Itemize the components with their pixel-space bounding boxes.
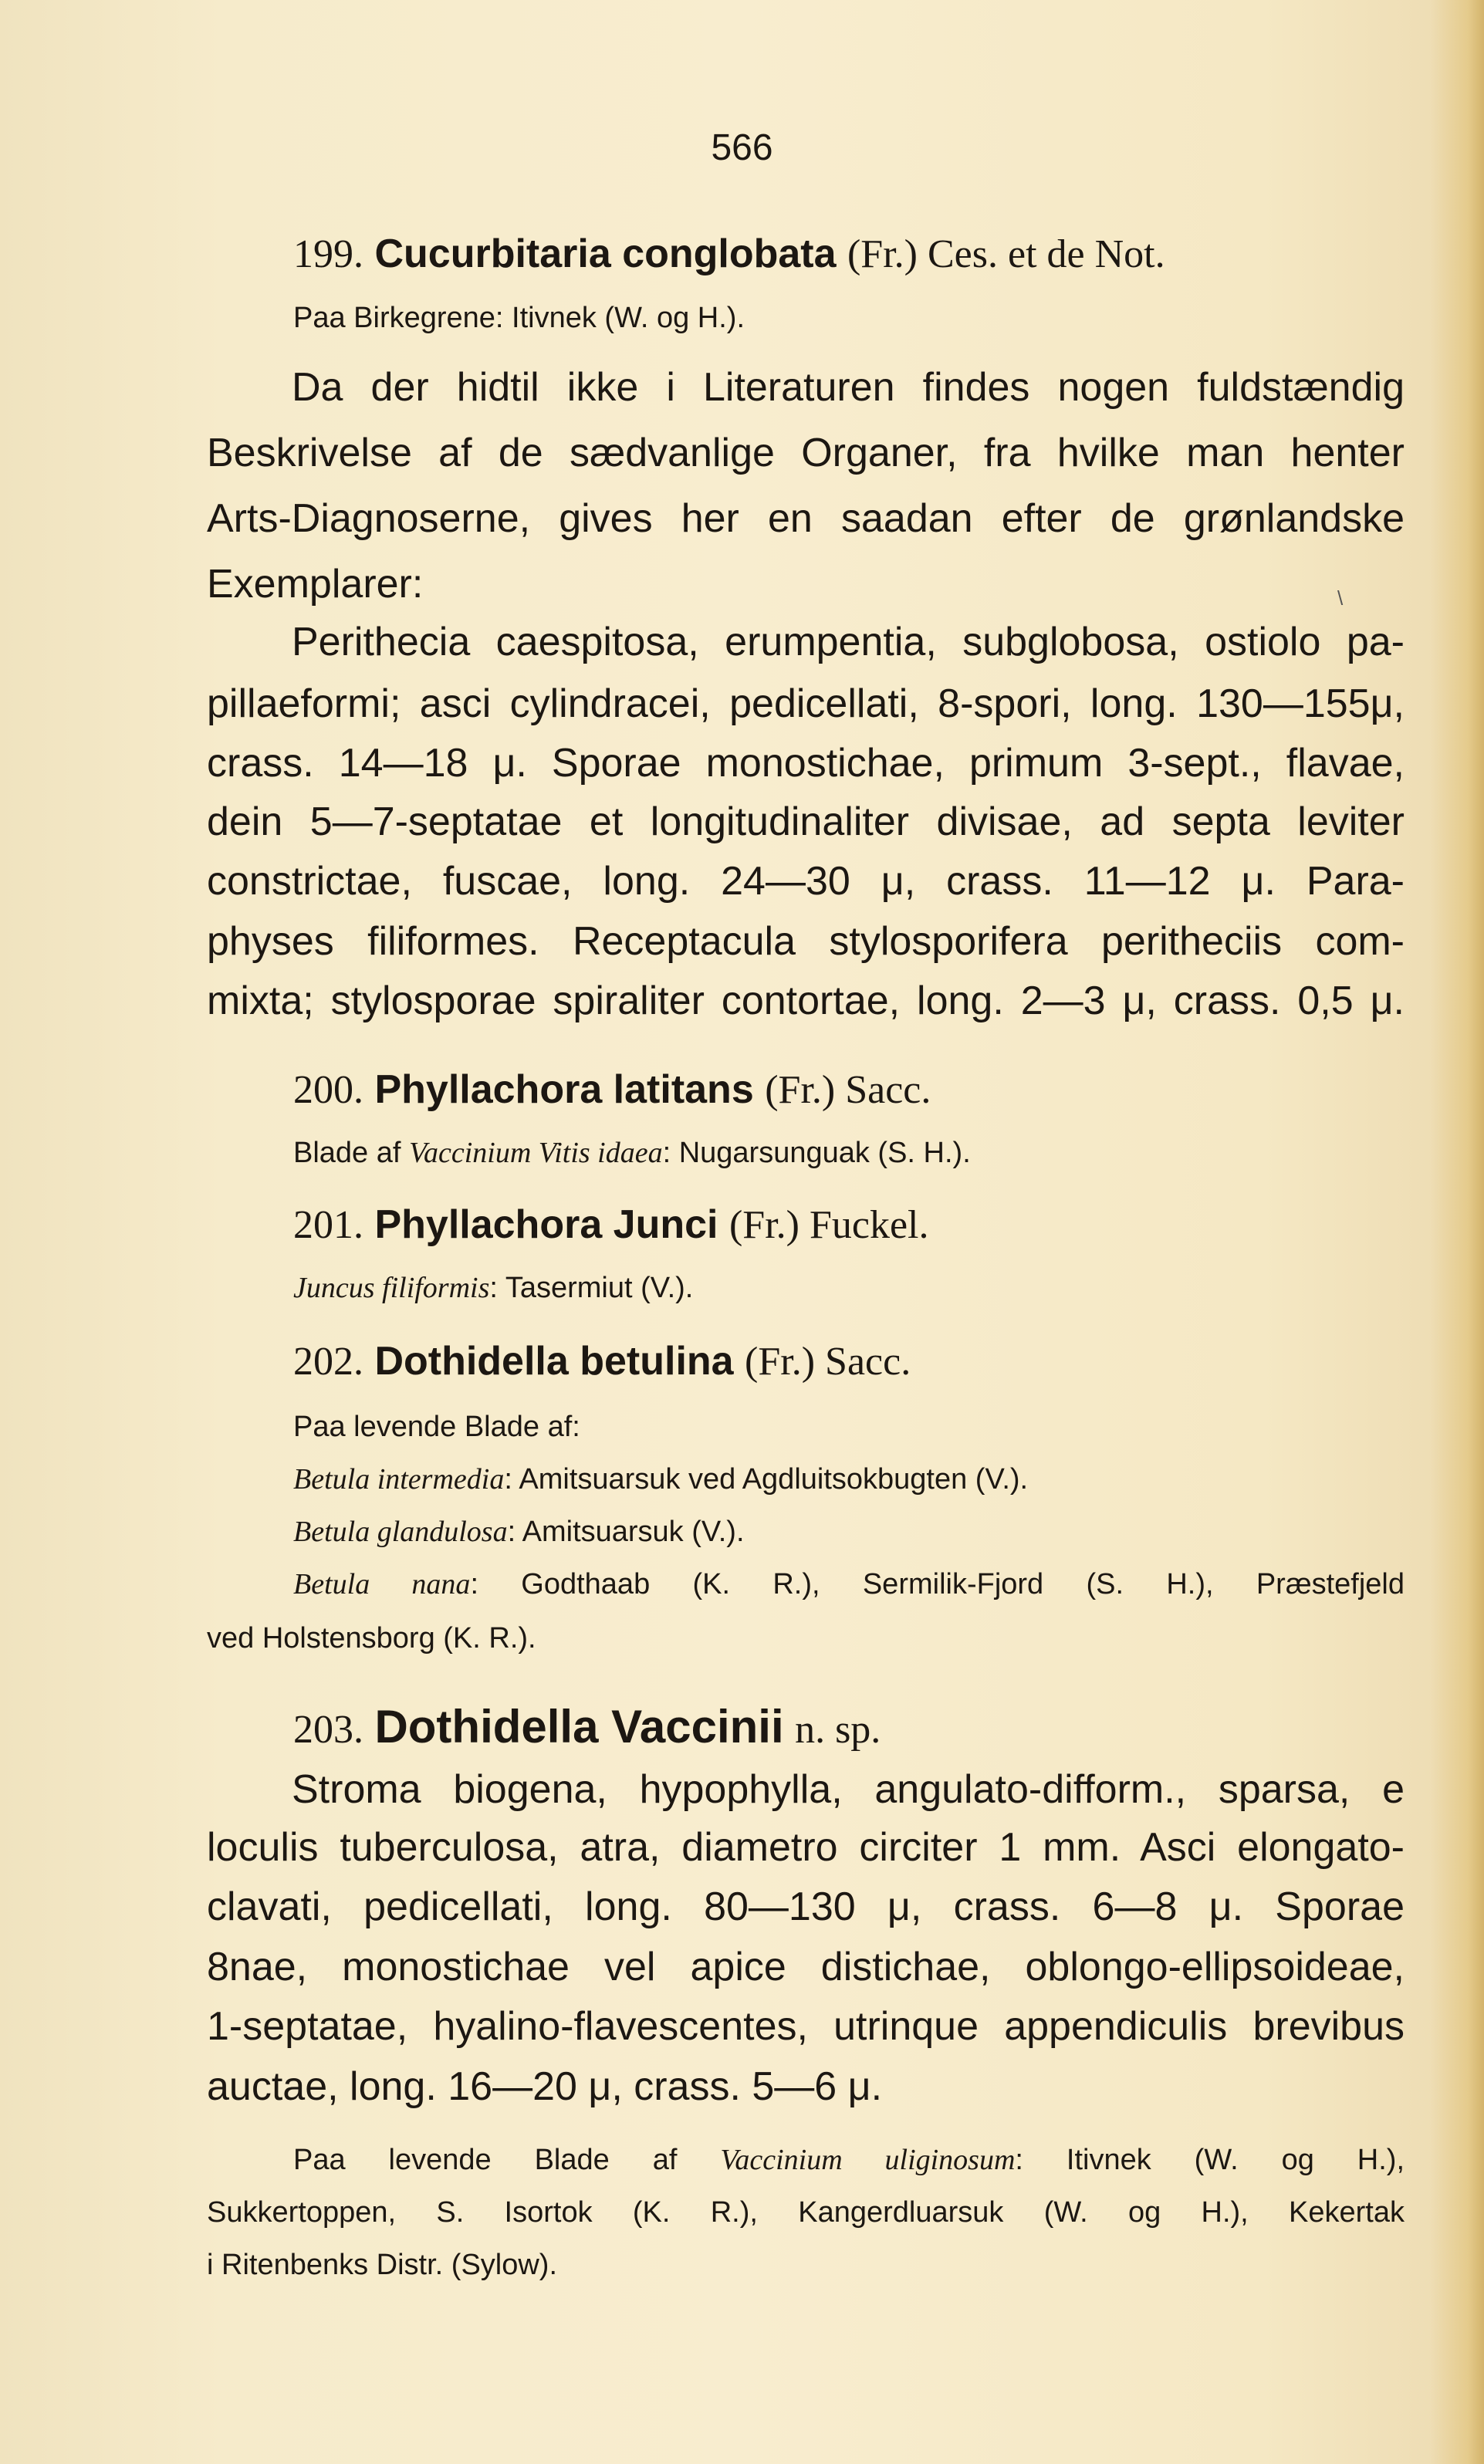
- host-name: Vaccinium Vitis idaea: [409, 1137, 663, 1169]
- locality-text: : Itivnek (W. og H.),: [1015, 2144, 1405, 2176]
- diagnosis-line: 1-septatae, hyalino-flavescentes, utrinque appendiculis brevibus: [207, 2004, 1405, 2049]
- locality-text: : Tasermiut (V.).: [489, 1272, 694, 1304]
- diagnosis-line: loculis tuberculosa, atra, diametro circiter 1 mm. Asci elongato-: [207, 1825, 1405, 1870]
- diagnosis-line: physes filiformes. Receptacula stylosporifera peritheciis com-: [207, 919, 1405, 964]
- species-authority: (Fr.) Fuckel.: [728, 1203, 929, 1247]
- entry-202-host-line: [293, 1465, 1028, 1494]
- locality-text: : Amitsuarsuk ved Agdluitsokbugten (V.).: [504, 1463, 1029, 1496]
- diagnosis-line: auctae, long. 16—20 μ, crass. 5—6 μ.: [207, 2064, 883, 2109]
- entry-201-heading: [293, 1202, 929, 1247]
- species-name: Phyllachora Junci: [374, 1202, 718, 1247]
- diagnosis-line: crass. 14—18 μ. Sporae monostichae, primum 3-sept., flavae,: [207, 741, 1405, 786]
- entry-number: 203.: [293, 1708, 363, 1752]
- host-name: Betula intermedia: [293, 1463, 505, 1496]
- entry-number: 202.: [293, 1340, 363, 1384]
- species-name: Dothidella betulina: [374, 1339, 734, 1384]
- host-prefix: Blade af: [293, 1137, 401, 1169]
- diagnosis-line: pillaeformi; asci cylindracei, pedicellati, 8-spori, long. 130—155μ,: [207, 681, 1405, 726]
- locality-text: : Amitsuarsuk (V.).: [507, 1516, 745, 1548]
- host-name: Betula nana: [293, 1568, 471, 1600]
- locality-text: : Godthaab (K. R.), Sermilik-Fjord (S. H.), Præstefjeld: [470, 1568, 1405, 1600]
- diagnosis-line: Perithecia caespitosa, erumpentia, subglobosa, ostiolo pa-: [292, 620, 1405, 664]
- entry-203-heading: [293, 1701, 881, 1753]
- species-authority: (Fr.) Sacc.: [745, 1340, 911, 1384]
- host-name: Juncus filiformis: [293, 1272, 490, 1304]
- species-name: Phyllachora latitans: [374, 1067, 754, 1112]
- diagnosis-line: clavati, pedicellati, long. 80—130 μ, crass. 6—8 μ. Sporae: [207, 1884, 1405, 1929]
- species-authority: (Fr.) Sacc.: [765, 1068, 931, 1112]
- paragraph-line: Exemplarer:: [207, 562, 424, 607]
- entry-number: 199.: [293, 232, 363, 276]
- entry-200-heading: [293, 1067, 931, 1112]
- entry-number: 200.: [293, 1068, 363, 1112]
- entry-203-collection-line: [293, 2145, 1405, 2175]
- diagnosis-line: 8nae, monostichae vel apice distichae, oblongo-ellipsoideae,: [207, 1945, 1405, 1989]
- entry-201-locality: [293, 1273, 693, 1303]
- entry-202-intro: Paa levende Blade af:: [293, 1411, 580, 1443]
- host-name: Betula glandulosa: [293, 1516, 508, 1548]
- entry-199-locality: Paa Birkegrene: Itivnek (W. og H.).: [293, 302, 745, 334]
- paragraph-line: Arts-Diagnoserne, gives her en saadan efter de grønlandske: [207, 496, 1405, 541]
- paragraph-line: Beskrivelse af de sædvanlige Organer, fra hvilke man henter: [207, 431, 1405, 475]
- diagnosis-line: dein 5—7-septatae et longitudinaliter divisae, ad septa leviter: [207, 799, 1405, 844]
- species-name: Cucurbitaria conglobata: [374, 232, 837, 276]
- entry-202-host-line: [293, 1570, 1405, 1599]
- entry-200-locality: [293, 1138, 971, 1168]
- entry-199-heading: [293, 234, 1165, 275]
- diagnosis-line: constrictae, fuscae, long. 24—30 μ, crass. 11—12 μ. Para-: [207, 859, 1405, 904]
- host-prefix: Paa levende Blade af: [293, 2144, 678, 2176]
- stray-mark: \: [1337, 586, 1344, 610]
- entry-202-heading: [293, 1341, 911, 1382]
- page-edge-shadow: [1430, 0, 1484, 2464]
- species-name: Dothidella Vaccinii: [374, 1701, 784, 1753]
- entry-203-collection-line: i Ritenbenks Distr. (Sylow).: [207, 2249, 558, 2281]
- host-name: Vaccinium uliginosum: [720, 2144, 1016, 2176]
- paragraph-line: Da der hidtil ikke i Literaturen findes nogen fuldstændig: [292, 365, 1405, 410]
- diagnosis-line: Stroma biogena, hypophylla, angulato-difform., sparsa, e: [292, 1767, 1405, 1812]
- locality-text: : Nugarsunguak (S. H.).: [662, 1137, 971, 1169]
- species-authority: n. sp.: [795, 1708, 881, 1752]
- species-authority: (Fr.) Ces. et de Not.: [847, 232, 1165, 276]
- entry-number: 201.: [293, 1203, 363, 1247]
- entry-203-collection-line: Sukkertoppen, S. Isortok (K. R.), Kangerdluarsuk (W. og H.), Kekertak: [207, 2196, 1405, 2229]
- entry-202-continuation: ved Holstensborg (K. R.).: [207, 1622, 536, 1654]
- entry-202-host-line: [293, 1517, 745, 1546]
- diagnosis-line: mixta; stylosporae spiraliter contortae, long. 2—3 μ, crass. 0,5 μ.: [207, 979, 1405, 1023]
- page-number: 566: [711, 127, 773, 168]
